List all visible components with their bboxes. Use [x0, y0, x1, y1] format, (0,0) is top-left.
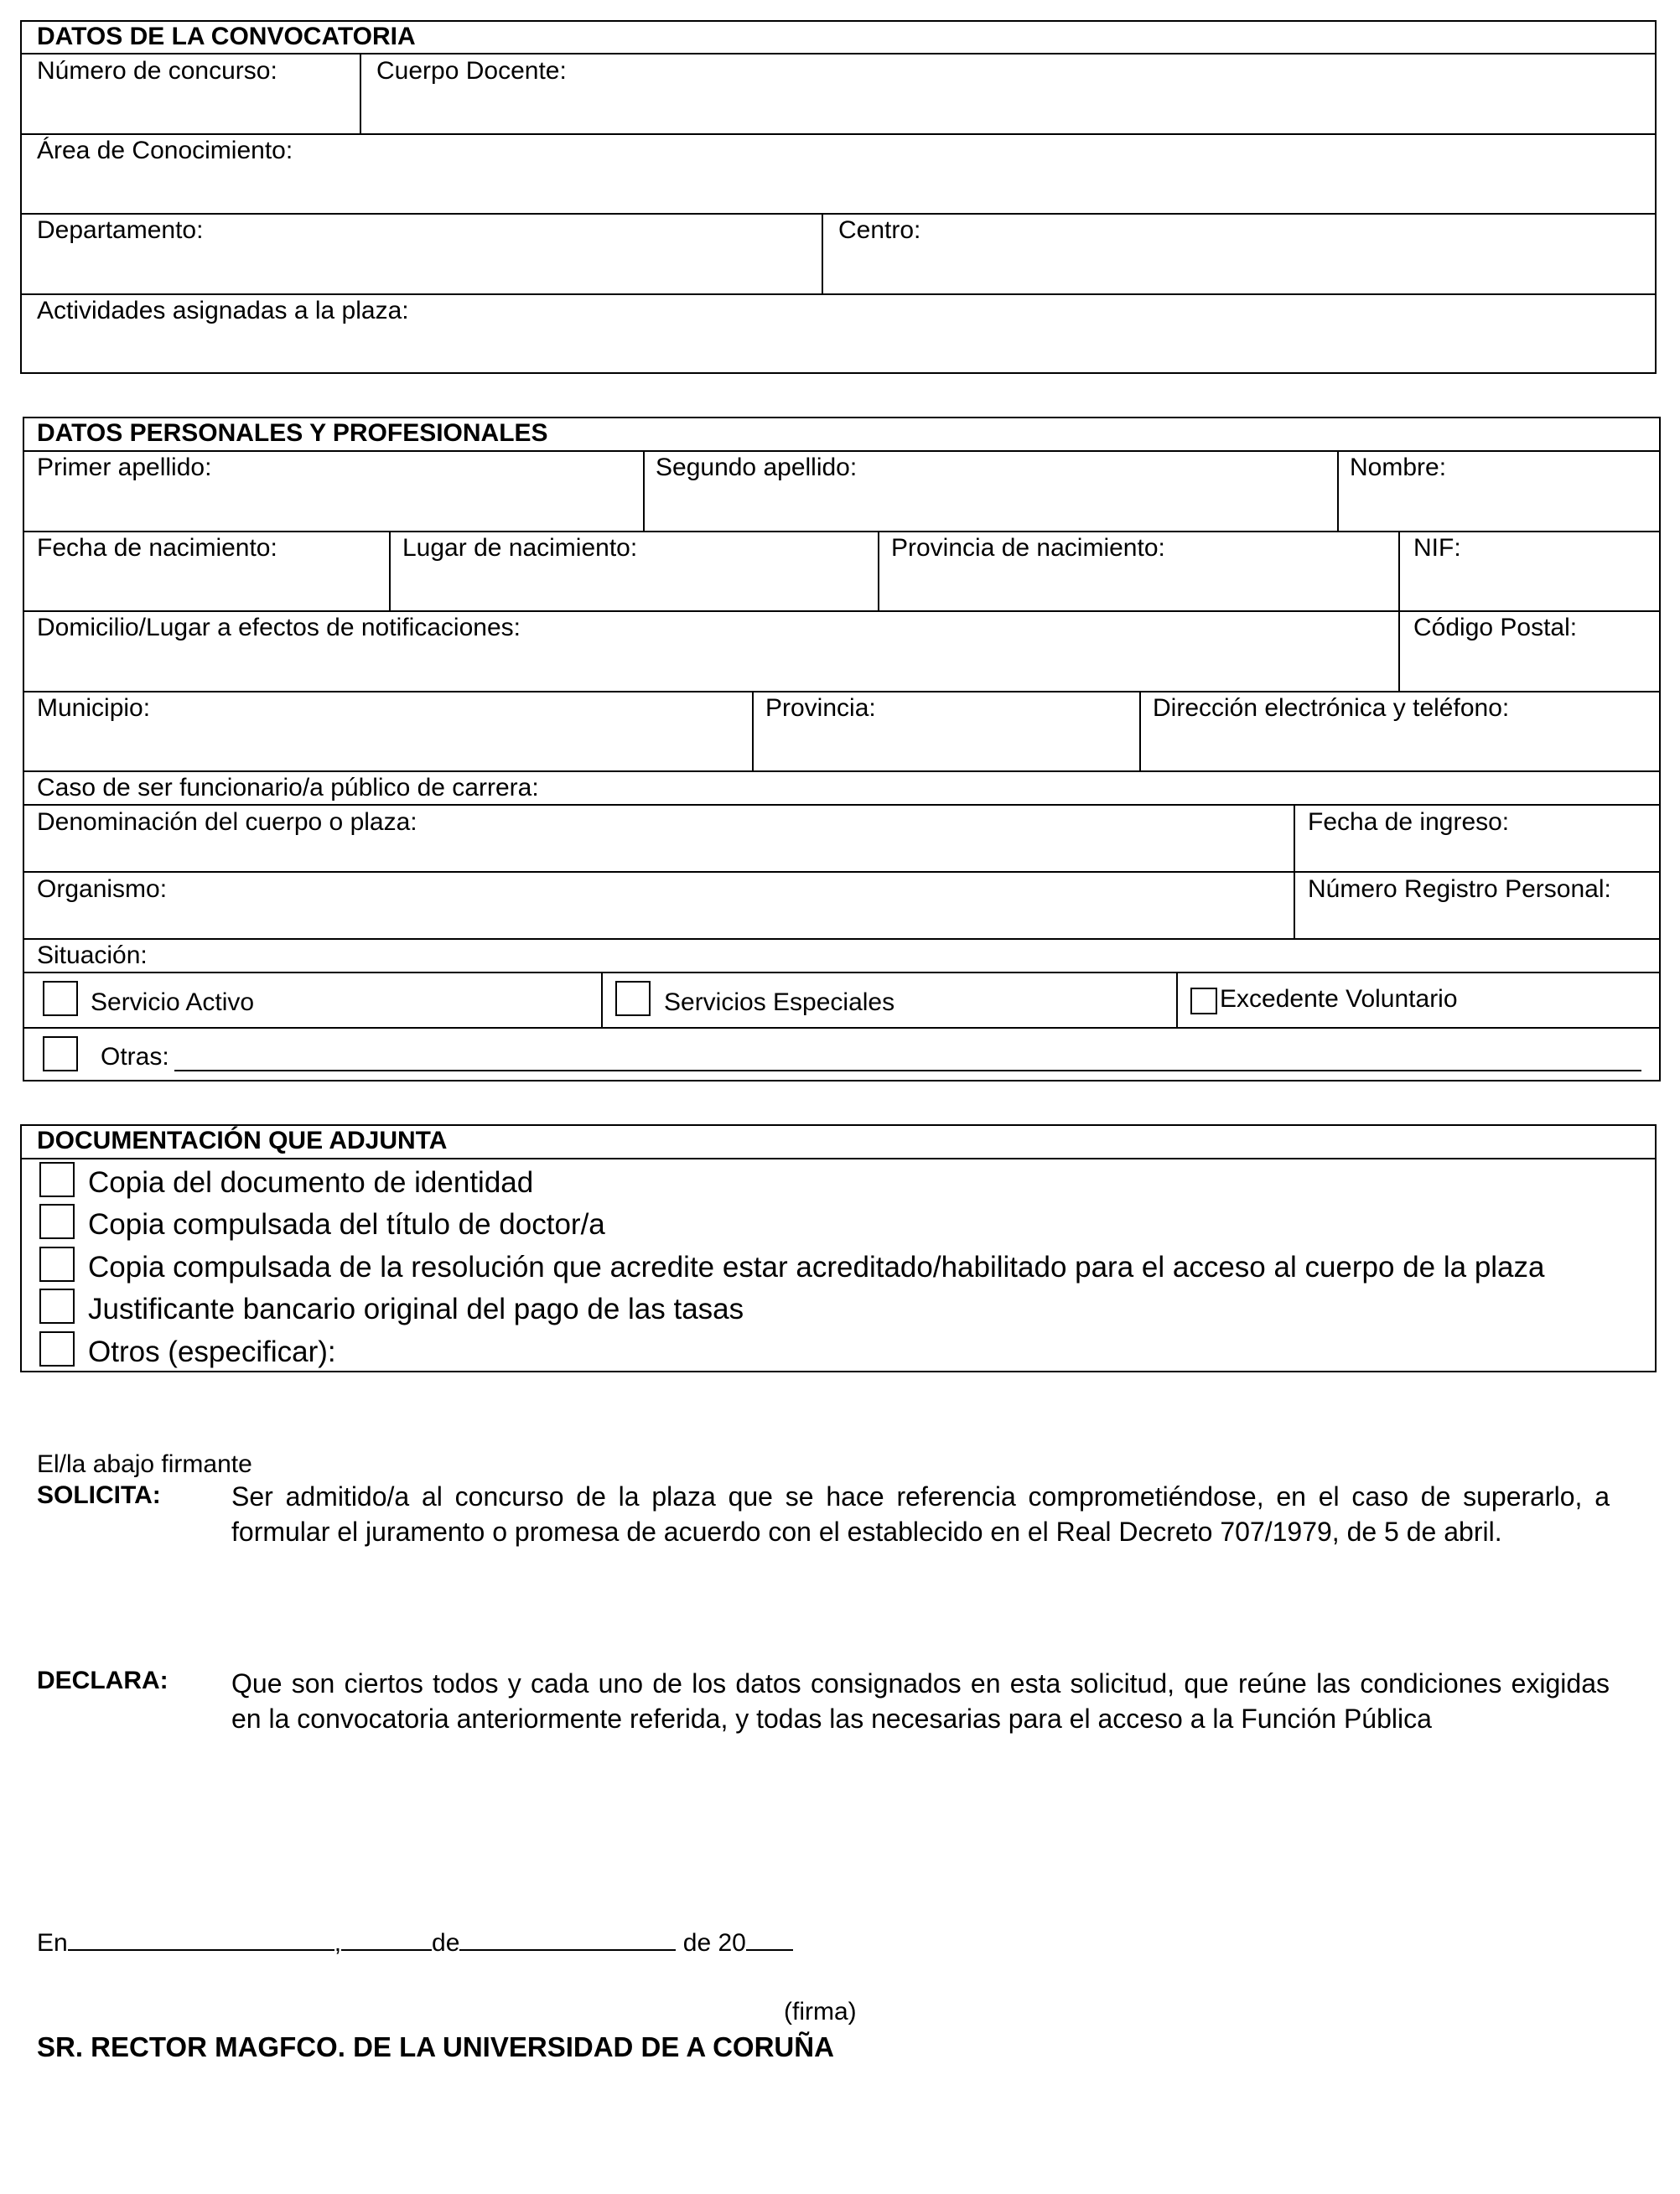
de-20-label: de 20 — [682, 1929, 746, 1957]
divider — [752, 691, 754, 770]
servicios-especiales-checkbox[interactable] — [615, 981, 651, 1016]
divider — [23, 938, 1661, 940]
doc-identidad-checkbox[interactable] — [39, 1162, 75, 1197]
primer-apellido-field[interactable]: Primer apellido: — [37, 454, 212, 481]
lugar-blank[interactable] — [68, 1924, 334, 1951]
otras-label: Otras: — [101, 1043, 169, 1071]
divider — [822, 213, 823, 293]
divider — [20, 1158, 1657, 1159]
cuerpo-docente-field[interactable]: Cuerpo Docente: — [376, 57, 567, 85]
divider — [23, 610, 1661, 612]
doc-otros-checkbox[interactable] — [39, 1331, 75, 1367]
declara-text: Que son ciertos todos y cada uno de los datos consignados en esta solicitud, que reúne las condiciones exigidas en la convocatoria anteriormente referida, y todas las necesarias para el acceso a la Función Pública — [231, 1668, 1610, 1734]
convocatoria-title: DATOS DE LA CONVOCATORIA — [37, 23, 416, 50]
divider — [1176, 972, 1178, 1027]
divider — [23, 1027, 1661, 1029]
centro-field[interactable]: Centro: — [838, 216, 921, 244]
divider — [20, 213, 1657, 215]
fecha-nacimiento-field[interactable]: Fecha de nacimiento: — [37, 534, 277, 562]
doc-justificante-checkbox[interactable] — [39, 1289, 75, 1324]
lugar-fecha-line — [37, 1924, 793, 1958]
nombre-field[interactable]: Nombre: — [1350, 454, 1447, 481]
direccion-field[interactable]: Dirección electrónica y teléfono: — [1153, 694, 1510, 722]
doc-resolucion-label: Copia compulsada de la resolución que acredite estar acreditado/habilitado para el acceso al cuerpo de la plaza — [88, 1251, 1545, 1284]
numero-concurso-field[interactable]: Número de concurso: — [37, 57, 277, 85]
doc-otros-label: Otros (especificar): — [88, 1336, 336, 1368]
divider — [23, 871, 1661, 873]
divider — [20, 53, 1657, 54]
otras-underline[interactable] — [174, 1070, 1641, 1071]
codigo-postal-field[interactable]: Código Postal: — [1413, 614, 1578, 641]
excedente-checkbox[interactable] — [1190, 988, 1217, 1014]
divider — [360, 53, 361, 133]
doc-identidad-label: Copia del documento de identidad — [88, 1166, 534, 1199]
comma-label: , — [334, 1929, 342, 1957]
de-label: de — [432, 1929, 460, 1957]
doc-titulo-label: Copia compulsada del título de doctor/a — [88, 1208, 605, 1241]
organismo-field[interactable]: Organismo: — [37, 875, 168, 903]
mes-blank[interactable] — [459, 1924, 676, 1951]
provincia-nacimiento-field[interactable]: Provincia de nacimiento: — [891, 534, 1165, 562]
numero-registro-field[interactable]: Número Registro Personal: — [1308, 875, 1611, 903]
domicilio-field[interactable]: Domicilio/Lugar a efectos de notificaciones: — [37, 614, 521, 641]
divider — [23, 531, 1661, 532]
solicita-label: SOLICITA: — [37, 1481, 161, 1509]
divider — [601, 972, 603, 1027]
segundo-apellido-field[interactable]: Segundo apellido: — [656, 454, 858, 481]
servicios-especiales-label: Servicios Especiales — [664, 988, 895, 1016]
nif-field[interactable]: NIF: — [1413, 534, 1461, 562]
divider — [23, 450, 1661, 452]
divider — [1398, 531, 1400, 691]
firma-label: (firma) — [784, 1998, 857, 2025]
provincia-field[interactable]: Provincia: — [765, 694, 876, 722]
destinatario: SR. RECTOR MAGFCO. DE LA UNIVERSIDAD DE A CORUÑA — [37, 2031, 834, 2062]
firmante-intro: El/la abajo firmante — [37, 1450, 252, 1478]
denominacion-field[interactable]: Denominación del cuerpo o plaza: — [37, 808, 417, 836]
divider — [23, 804, 1661, 806]
divider — [23, 691, 1661, 692]
ano-blank[interactable] — [746, 1924, 793, 1951]
divider — [643, 450, 645, 531]
lugar-nacimiento-field[interactable]: Lugar de nacimiento: — [402, 534, 638, 562]
divider — [878, 531, 879, 610]
municipio-field[interactable]: Municipio: — [37, 694, 151, 722]
servicio-activo-label: Servicio Activo — [91, 988, 255, 1016]
divider — [23, 770, 1661, 772]
divider — [1294, 804, 1295, 938]
documentacion-title: DOCUMENTACIÓN QUE ADJUNTA — [37, 1127, 448, 1154]
excedente-label: Excedente Voluntario — [1220, 985, 1458, 1013]
en-label: En — [37, 1929, 68, 1957]
divider — [389, 531, 391, 610]
divider — [1337, 450, 1339, 531]
personales-section — [23, 417, 1661, 1081]
solicita-text: Ser admitido/a al concurso de la plaza que se hace referencia comprometiéndose, en el caso de superarlo, a formular el juramento o promesa de acuerdo con el establecido en el Real Decreto 707/1979, de 5 de abril. — [231, 1481, 1610, 1547]
servicio-activo-checkbox[interactable] — [43, 981, 78, 1016]
otras-checkbox[interactable] — [43, 1036, 78, 1071]
fecha-ingreso-field[interactable]: Fecha de ingreso: — [1308, 808, 1510, 836]
situacion-label: Situación: — [37, 941, 148, 969]
divider — [1139, 691, 1141, 770]
declara-label: DECLARA: — [37, 1667, 169, 1694]
doc-justificante-label: Justificante bancario original del pago de las tasas — [88, 1293, 744, 1325]
departamento-field[interactable]: Departamento: — [37, 216, 204, 244]
dia-blank[interactable] — [341, 1924, 432, 1951]
personales-title: DATOS PERSONALES Y PROFESIONALES — [37, 419, 548, 447]
divider — [23, 972, 1661, 973]
actividades-field[interactable]: Actividades asignadas a la plaza: — [37, 297, 409, 324]
area-conocimiento-field[interactable]: Área de Conocimiento: — [37, 137, 293, 164]
doc-titulo-checkbox[interactable] — [39, 1204, 75, 1239]
divider — [20, 293, 1657, 295]
caso-funcionario-label: Caso de ser funcionario/a público de carrera: — [37, 774, 539, 801]
divider — [20, 133, 1657, 135]
doc-resolucion-checkbox[interactable] — [39, 1247, 75, 1282]
